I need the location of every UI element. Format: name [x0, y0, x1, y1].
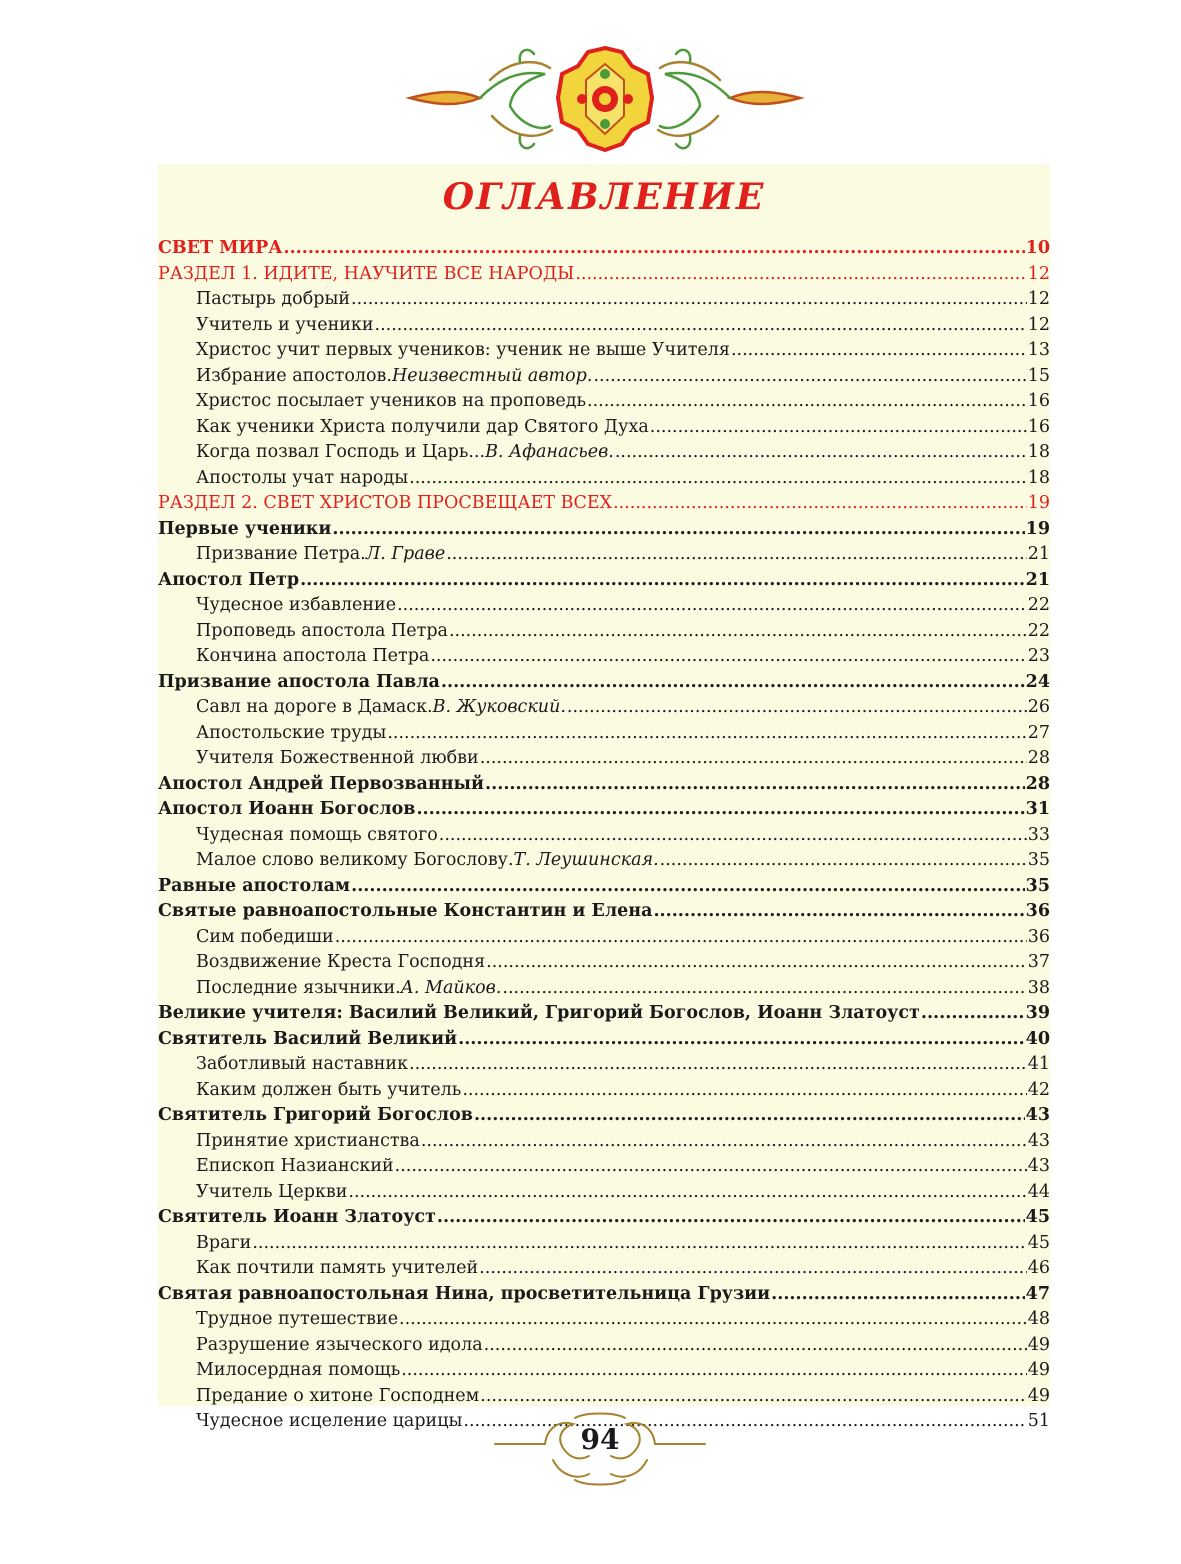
toc-entry-title: Призвание Петра. — [196, 544, 366, 564]
toc-entry-item[interactable] — [158, 287, 1050, 313]
toc-entry-title: Чудесное исцеление царицы — [196, 1411, 463, 1431]
toc-leader-dots — [401, 1358, 1027, 1384]
toc-entry-page: 49 — [1027, 1385, 1050, 1406]
toc-entry-page: 19 — [1025, 518, 1050, 539]
toc-entry-section[interactable] — [158, 670, 1050, 696]
toc-entry-page: 46 — [1027, 1258, 1050, 1278]
toc-entry-page: 16 — [1027, 391, 1050, 411]
toc-entry-item[interactable] — [158, 976, 1050, 1002]
toc-entry-title: Апостолы учат народы — [196, 467, 409, 488]
toc-entry-page: 21 — [1025, 569, 1050, 590]
toc-leader-dots — [399, 1307, 1027, 1333]
toc-entry-title: Апостол Андрей Первозванный — [158, 773, 485, 794]
toc-entry-page: 10 — [1025, 238, 1050, 258]
toc-leader-dots — [397, 593, 1027, 619]
toc-leader-dots — [771, 1282, 1024, 1308]
toc-entry-title: Избрание апостолов. — [196, 365, 392, 386]
toc-entry-title: Апостольские труды — [196, 722, 387, 743]
toc-entry-item[interactable] — [158, 338, 1050, 364]
toc-entry-section[interactable] — [158, 874, 1050, 900]
toc-entry-title: Святитель Василий Великий — [158, 1028, 458, 1049]
toc-entry-title: Великие учителя: Василий Великий, Григорий Богослов, Иоанн Златоуст — [158, 1003, 920, 1023]
toc-entry-item[interactable] — [158, 542, 1050, 568]
toc-entry-title: СВЕТ МИРА — [158, 238, 283, 258]
toc-entry-item[interactable] — [158, 1333, 1050, 1359]
toc-entry-page: 33 — [1027, 824, 1050, 845]
toc-entry-item[interactable] — [158, 466, 1050, 492]
toc-entry-title: Сим победиши — [196, 926, 334, 947]
toc-entry-title: Учителя Божественной любви — [196, 748, 479, 768]
toc-leader-dots — [351, 874, 1025, 900]
toc-entry-title: Принятие христианства — [196, 1130, 420, 1151]
toc-entry-item[interactable] — [158, 695, 1050, 721]
toc-entry-item[interactable] — [158, 644, 1050, 670]
toc-leader-dots — [485, 772, 1025, 798]
toc-entry-title: Пастырь добрый — [196, 289, 351, 309]
toc-entry-section[interactable] — [158, 772, 1050, 798]
toc-entry-section[interactable] — [158, 1103, 1050, 1129]
toc-entry-page: 22 — [1027, 620, 1050, 641]
toc-entry-title: Кончина апостола Петра — [196, 646, 430, 666]
toc-entry-page: 43 — [1025, 1105, 1050, 1125]
toc-entry-author: В. Афанасьев. — [485, 442, 614, 462]
toc-entry-author: Л. Граве — [365, 544, 446, 564]
toc-entry-page: 27 — [1027, 722, 1050, 743]
toc-entry-section[interactable] — [158, 262, 1050, 288]
toc-leader-dots — [484, 1333, 1027, 1359]
toc-leader-dots — [284, 236, 1025, 262]
toc-entry-title: Савл на дороге в Дамаск. — [196, 697, 433, 717]
toc-entry-page: 15 — [1027, 365, 1050, 386]
toc-entry-title: Последние язычники. — [196, 977, 401, 998]
toc-leader-dots — [332, 517, 1024, 543]
toc-entry-item[interactable] — [158, 1129, 1050, 1155]
toc-leader-dots — [921, 1001, 1025, 1027]
toc-entry-page: 24 — [1025, 671, 1050, 692]
toc-leader-dots — [731, 338, 1027, 364]
toc-leader-dots — [486, 950, 1027, 976]
toc-entry-title: РАЗДЕЛ 2. СВЕТ ХРИСТОВ ПРОСВЕЩАЕТ ВСЕХ — [158, 493, 613, 513]
toc-entry-title: Апостол Петр — [158, 569, 300, 590]
toc-entry-page: 45 — [1027, 1232, 1050, 1253]
toc-leader-dots — [300, 568, 1025, 594]
toc-entry-item[interactable] — [158, 440, 1050, 466]
toc-entry-author: Т. Леушинская. — [513, 850, 659, 870]
toc-entry-title: Чудесная помощь святого — [196, 824, 438, 845]
toc-entry-author: А. Майков. — [400, 977, 502, 998]
toc-entry-page: 43 — [1027, 1130, 1050, 1151]
toc-leader-dots — [375, 313, 1027, 339]
toc-entry-title: Разрушение языческого идола — [196, 1334, 483, 1355]
toc-entry-page: 35 — [1027, 850, 1050, 870]
toc-entry-page: 26 — [1027, 697, 1050, 717]
toc-entry-page: 19 — [1027, 493, 1050, 513]
toc-entry-page: 28 — [1027, 748, 1050, 768]
toc-entry-section[interactable] — [158, 1205, 1050, 1231]
toc-entry-title: Заботливый наставник — [196, 1054, 409, 1074]
toc-leader-dots — [439, 823, 1027, 849]
toc-leader-dots — [416, 797, 1024, 823]
toc-entry-title: Святые равноапостольные Константин и Елена — [158, 901, 653, 921]
toc-leader-dots — [421, 1129, 1027, 1155]
toc-entry-section[interactable] — [158, 568, 1050, 594]
toc-entry-author: В. Жуковский. — [432, 697, 566, 717]
toc-entry-title: Святитель Иоанн Златоуст — [158, 1207, 436, 1227]
toc-entry-page: 44 — [1027, 1181, 1050, 1202]
toc-leader-dots — [479, 1256, 1027, 1282]
toc-entry-section[interactable] — [158, 236, 1050, 262]
toc-entry-title: Предание о хитоне Господнем — [196, 1385, 480, 1406]
toc-leader-dots — [650, 415, 1027, 441]
toc-entry-title: Епископ Назианский — [196, 1156, 394, 1176]
toc-entry-title: Святая равноапостольная Нина, просветительница Грузии — [158, 1283, 771, 1304]
toc-entry-title: Милосердная помощь — [196, 1360, 401, 1380]
toc-entry-page: 38 — [1027, 977, 1050, 998]
toc-entry-item[interactable] — [158, 313, 1050, 339]
toc-entry-item[interactable] — [158, 619, 1050, 645]
toc-entry-item[interactable] — [158, 823, 1050, 849]
toc-entry-title: Равные апостолам — [158, 875, 351, 896]
toc-entry-page: 18 — [1027, 467, 1050, 488]
toc-leader-dots — [449, 619, 1027, 645]
toc-entry-page: 16 — [1027, 416, 1050, 437]
toc-leader-dots — [660, 848, 1027, 874]
toc-entry-item[interactable] — [158, 721, 1050, 747]
toc-entry-item[interactable] — [158, 925, 1050, 951]
toc-entry-page: 28 — [1025, 773, 1050, 794]
toc-entry-section[interactable] — [158, 1027, 1050, 1053]
toc-entry-item[interactable] — [158, 1078, 1050, 1104]
toc-entry-item[interactable] — [158, 593, 1050, 619]
toc-entry-page: 18 — [1027, 442, 1050, 462]
toc-entry-section[interactable] — [158, 899, 1050, 925]
toc-leader-dots — [587, 389, 1027, 415]
toc-leader-dots — [335, 925, 1027, 951]
toc-entry-title: Малое слово великому Богослову. — [196, 850, 514, 870]
toc-leader-dots — [348, 1180, 1026, 1206]
toc-entry-item[interactable] — [158, 1180, 1050, 1206]
toc-leader-dots — [458, 1027, 1025, 1053]
toc-entry-title: Воздвижение Креста Господня — [196, 952, 486, 972]
toc-entry-page: 45 — [1025, 1207, 1050, 1227]
toc-entry-title: Проповедь апостола Петра — [196, 620, 448, 641]
toc-leader-dots — [462, 1078, 1026, 1104]
toc-leader-dots — [653, 899, 1024, 925]
toc-leader-dots — [351, 287, 1027, 313]
toc-entry-page: 21 — [1027, 544, 1050, 564]
top-ornament — [400, 40, 810, 158]
toc-entry-page: 31 — [1025, 799, 1050, 819]
toc-entry-page: 36 — [1027, 926, 1050, 947]
toc-entry-title: Как почтили память учителей — [196, 1258, 479, 1278]
toc-entry-title: Каким должен быть учитель — [196, 1079, 462, 1100]
toc-entry-item[interactable] — [158, 389, 1050, 415]
toc-entry-section[interactable] — [158, 1282, 1050, 1308]
toc-leader-dots — [430, 644, 1026, 670]
toc-entry-title: Призвание апостола Павла — [158, 671, 440, 692]
toc-entry-page: 40 — [1025, 1028, 1050, 1049]
toc-leader-dots — [480, 1384, 1026, 1410]
toc-leader-dots — [387, 721, 1026, 747]
toc-entry-title: Когда позвал Господь и Царь... — [196, 442, 486, 462]
toc-entry-section[interactable] — [158, 491, 1050, 517]
toc-entry-page: 41 — [1027, 1054, 1050, 1074]
toc-entry-title: Святитель Григорий Богослов — [158, 1105, 473, 1125]
toc-entry-item[interactable] — [158, 1231, 1050, 1257]
toc-entry-item[interactable] — [158, 848, 1050, 874]
page-number: 94 — [580, 1423, 620, 1456]
toc-entry-item[interactable] — [158, 1358, 1050, 1384]
toc-entry-item[interactable] — [158, 1384, 1050, 1410]
toc-entry-page: 23 — [1027, 646, 1050, 666]
toc-entry-page: 13 — [1027, 340, 1050, 360]
toc-entry-title: Христос учит первых учеников: ученик не выше Учителя — [196, 340, 730, 360]
toc-entry-title: Учитель и ученики — [196, 314, 374, 335]
toc-leader-dots — [575, 262, 1026, 288]
toc-panel — [158, 164, 1050, 1431]
toc-entry-page: 22 — [1027, 595, 1050, 615]
toc-entry-page: 37 — [1027, 952, 1050, 972]
toc-entry-section[interactable] — [158, 797, 1050, 823]
toc-leader-dots — [502, 976, 1026, 1002]
toc-entry-title: Трудное путешествие — [196, 1309, 399, 1329]
toc-entry-item[interactable] — [158, 1307, 1050, 1333]
toc-title: ОГЛАВЛЕНИЕ — [442, 176, 766, 218]
toc-entry-page: 39 — [1025, 1003, 1050, 1023]
toc-list — [158, 236, 1050, 1435]
toc-entry-title: Враги — [196, 1232, 252, 1253]
toc-leader-dots — [441, 670, 1025, 696]
toc-leader-dots — [437, 1205, 1025, 1231]
toc-entry-section[interactable] — [158, 1001, 1050, 1027]
toc-entry-item[interactable] — [158, 415, 1050, 441]
toc-entry-item[interactable] — [158, 364, 1050, 390]
toc-leader-dots — [252, 1231, 1026, 1257]
toc-entry-page: 36 — [1025, 901, 1050, 921]
toc-entry-item[interactable] — [158, 746, 1050, 772]
toc-entry-title: Апостол Иоанн Богослов — [158, 799, 416, 819]
toc-entry-page: 49 — [1027, 1360, 1050, 1380]
toc-entry-page: 49 — [1027, 1334, 1050, 1355]
toc-leader-dots — [613, 491, 1027, 517]
toc-entry-title: РАЗДЕЛ 1. ИДИТЕ, НАУЧИТЕ ВСЕ НАРОДЫ — [158, 263, 575, 284]
toc-entry-section[interactable] — [158, 517, 1050, 543]
toc-entry-title: Первые ученики — [158, 518, 332, 539]
toc-entry-page: 12 — [1027, 263, 1050, 284]
toc-entry-title: Христос посылает учеников на проповедь — [196, 391, 586, 411]
toc-leader-dots — [567, 695, 1027, 721]
toc-leader-dots — [409, 1052, 1027, 1078]
toc-leader-dots — [446, 542, 1027, 568]
toc-entry-title: Как ученики Христа получили дар Святого Духа — [196, 416, 649, 437]
toc-leader-dots — [615, 440, 1027, 466]
toc-leader-dots — [474, 1103, 1025, 1129]
toc-entry-title: Чудесное избавление — [196, 595, 397, 615]
toc-leader-dots — [480, 746, 1027, 772]
toc-entry-page: 43 — [1027, 1156, 1050, 1176]
toc-entry-page: 51 — [1027, 1411, 1050, 1431]
toc-leader-dots — [593, 364, 1026, 390]
toc-entry-page: 47 — [1025, 1283, 1050, 1304]
toc-entry-page: 48 — [1027, 1309, 1050, 1329]
toc-entry-item[interactable] — [158, 1052, 1050, 1078]
toc-entry-page: 12 — [1027, 289, 1050, 309]
toc-leader-dots — [395, 1154, 1027, 1180]
toc-entry-item[interactable] — [158, 1154, 1050, 1180]
toc-entry-author: Неизвестный автор. — [391, 365, 593, 386]
toc-entry-item[interactable] — [158, 1256, 1050, 1282]
toc-entry-page: 35 — [1025, 875, 1050, 896]
toc-leader-dots — [409, 466, 1027, 492]
toc-entry-page: 42 — [1027, 1079, 1050, 1100]
toc-entry-item[interactable] — [158, 950, 1050, 976]
toc-entry-title: Учитель Церкви — [196, 1181, 348, 1202]
toc-entry-page: 12 — [1027, 314, 1050, 335]
